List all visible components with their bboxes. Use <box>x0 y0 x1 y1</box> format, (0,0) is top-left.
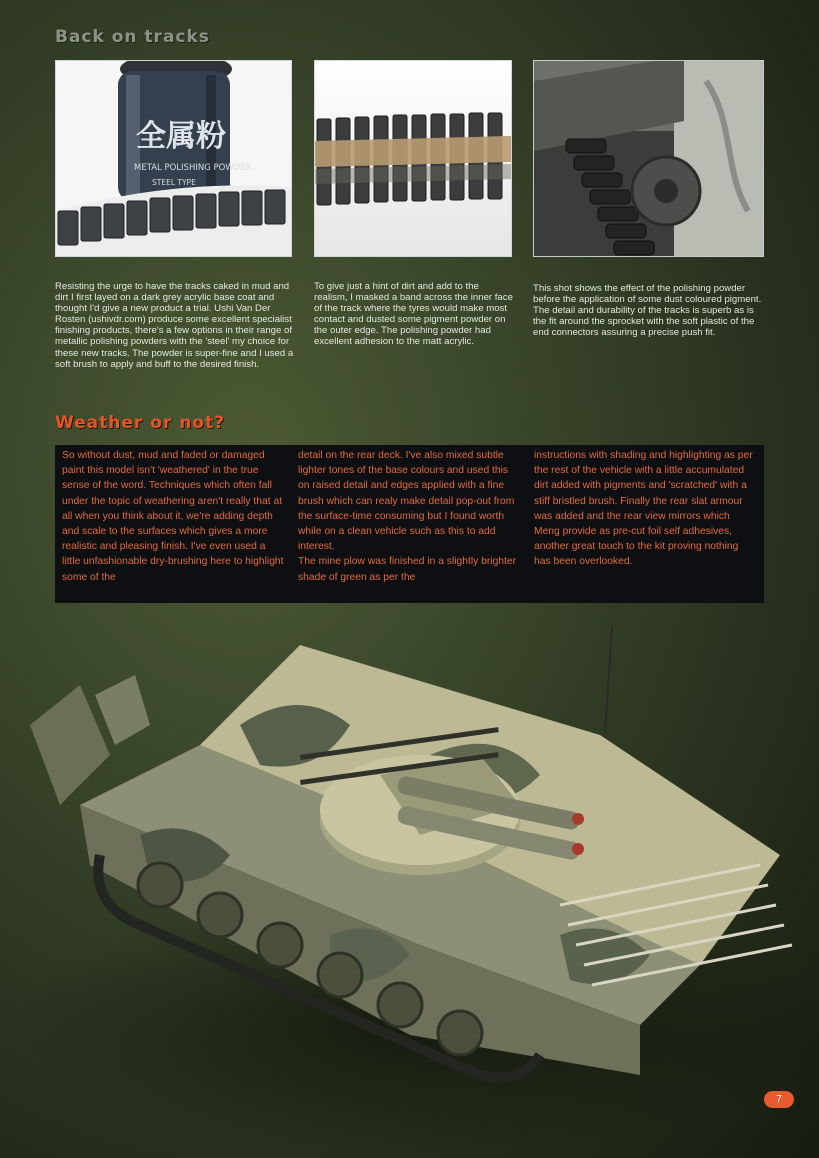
photo-track-sprocket <box>533 60 764 257</box>
page-number-badge: 7 <box>764 1091 794 1108</box>
photo-masked-track-band <box>314 60 512 257</box>
jar-subtitle: METAL POLISHING POWDER <box>134 163 252 173</box>
photo-polishing-powder-jar <box>55 60 292 257</box>
article-column-2: detail on the rear deck. I've also mixed subtle lighter tones of the base colours and used this on raised detail and edges applied with a fine brush which can realy make detail pop-out from the surface-time consuming but I found worth while on a clean vehicle such as this to add interest. The mine plow was finished in a slightly brighter shade of green as per the <box>298 450 517 583</box>
article-column-3: instructions with shading and highlighting as per the rest of the vehicle with a little accumulated dirt added with pigments and 'scratched' with a stiff bristled brush. Finally the rear slat armour was added and the rear view mirrors which Meng provide as pre-cut foil self adhesives, another great touch to the kit proving nothing has been overlooked. <box>534 450 753 568</box>
jar-type: STEEL TYPE <box>152 178 196 187</box>
article-text-box <box>55 445 764 603</box>
photo-tank-model <box>0 605 819 1158</box>
caption-polishing-powder: Resisting the urge to have the tracks caked in mud and dirt I first layed on a dark grey acrylic base coat and thought I'd give a new product a trial. Ushi Van Der Rosten (ushivdr.com) produce some excellent specialist finishing products, there's a few options in their range of metallic polishing powders with the 'steel' my choice for these new tracks. The powder is super-fine and I used a soft brush to apply and buff to the desired finish. <box>55 281 294 370</box>
section-heading-weather: Weather or not? <box>55 413 225 433</box>
article-column-1: So without dust, mud and faded or damaged paint this model isn't 'weathered' in the true sense of the word. Techniques which often fall under the topic of weathering aren't really that at all when you think about it, we're adding depth and scale to the surfaces which gives a more realistic and pleasing finish. I've even used a little unfashionable dry-brushing here to highlight some of the <box>62 450 284 583</box>
caption-masked-band: To give just a hint of dirt and add to the realism, I masked a band across the inner face of the track where the tyres would make most contact and dusted some pigment powder on the outer edge. The polishing powder had excellent adhesion to the matt acrylic. <box>314 281 513 348</box>
section-heading-tracks: Back on tracks <box>55 27 210 47</box>
jar-label: 全属粉 <box>136 119 226 154</box>
caption-sprocket-fit: This shot shows the effect of the polishing powder before the application of some dust coloured pigment. The detail and durability of the tracks is superb as is the fit around the sprocket with the soft plastic of the end connectors assuring a precise push fit. <box>533 283 762 339</box>
